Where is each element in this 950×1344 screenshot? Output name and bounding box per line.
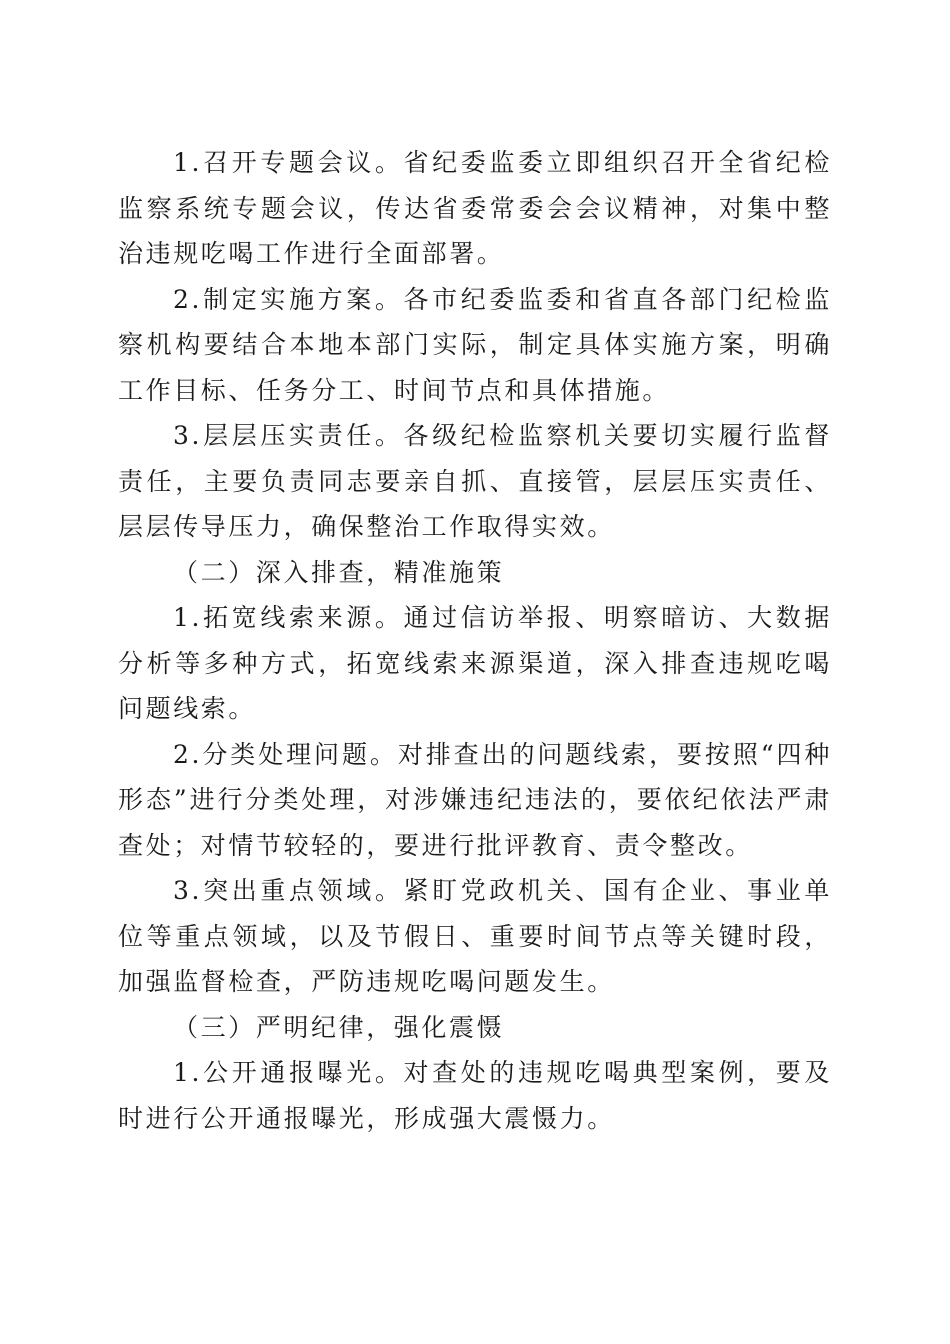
paragraph-7: 1.公开通报曝光。对查处的违规吃喝典型案例，要及时进行公开通报曝光，形成强大震慑力。	[118, 1058, 832, 1133]
paragraph-6: 3.突出重点领域。紧盯党政机关、国有企业、事业单位等重点领域，以及节假日、重要时间节点等关键时段，加强监督检查，严防违规吃喝问题发生。	[118, 876, 832, 996]
paragraph-1: 1.召开专题会议。省纪委监委立即组织召开全省纪检监察系统专题会议，传达省委常委会会议精神，对集中整治违规吃喝工作进行全面部署。	[118, 148, 832, 268]
document-body	[118, 140, 832, 1141]
section-heading-2: （二）深入排查，精准施策	[173, 557, 505, 587]
paragraph-4: 1.拓宽线索来源。通过信访举报、明察暗访、大数据分析等多种方式，拓宽线索来源渠道，深入排查违规吃喝问题线索。	[118, 603, 832, 723]
paragraph-5: 2.分类处理问题。对排查出的问题线索，要按照“四种形态”进行分类处理，对涉嫌违纪违法的，要依纪依法严肃查处；对情节较轻的，要进行批评教育、责令整改。	[118, 739, 832, 860]
paragraph-3: 3.层层压实责任。各级纪检监察机关要切实履行监督责任，主要负责同志要亲自抓、直接管，层层压实责任、层层传导压力，确保整治工作取得实效。	[118, 421, 832, 541]
section-heading-3: （三）严明纪律，强化震慑	[173, 1012, 505, 1042]
paragraph-2: 2.制定实施方案。各市纪委监委和省直各部门纪检监察机构要结合本地本部门实际，制定具体实施方案，明确工作目标、任务分工、时间节点和具体措施。	[118, 284, 832, 405]
